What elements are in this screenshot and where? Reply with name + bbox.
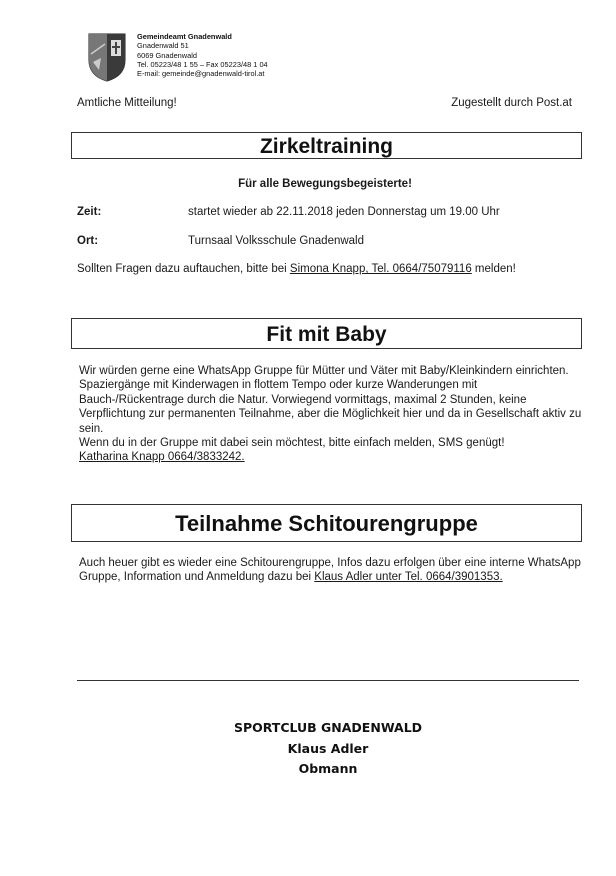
baby-body-2: Wenn du in der Gruppe mit dabei sein möchtest, bitte einfach melden, SMS genügt! (79, 437, 505, 450)
address-phone: Tel. 05223/48 1 55 – Fax 05223/48 1 04 (137, 59, 268, 69)
address-block (137, 32, 268, 78)
contact-line (77, 263, 516, 275)
contact-suffix: melden! (471, 263, 516, 275)
signature-club: SPORTCLUB GNADENWALD (233, 720, 423, 735)
section-title-zirkeltraining: Zirkeltraining (71, 132, 582, 159)
municipal-coat-of-arms-icon (87, 32, 127, 82)
address-street: Gnadenwald 51 (137, 41, 189, 51)
section-subtitle: Für alle Bewegungsbegeisterte! (238, 178, 412, 190)
signature-role: Obmann (298, 761, 358, 776)
contact-prefix: Sollten Fragen dazu auftauchen, bitte bei (77, 263, 290, 275)
baby-paragraph (79, 364, 584, 465)
section-title-schitourengruppe: Teilnahme Schitourengruppe (71, 504, 582, 542)
address-email: E-mail: gemeinde@gnadenwald-tirol.at (137, 69, 265, 79)
org-name: Gemeindeamt Gnadenwald (137, 32, 232, 41)
time-value: startet wieder ab 22.11.2018 jeden Donnerstag um 19.00 Uhr (188, 206, 500, 218)
contact-link-katharina: Katharina Knapp 0664/3833242. (79, 451, 245, 464)
section-title-fit-mit-baby: Fit mit Baby (71, 318, 582, 349)
time-label: Zeit: (77, 206, 102, 218)
schitouren-paragraph (79, 556, 584, 585)
address-city: 6069 Gnadenwald (137, 50, 197, 60)
schitouren-body: Auch heuer gibt es wieder eine Schitourengruppe, Infos dazu erfolgen über eine interne WhatsApp Gruppe, Information und Anmeldung dazu bei (79, 557, 581, 584)
official-notice-label: Amtliche Mitteilung! (77, 97, 177, 109)
location-label: Ort: (77, 235, 99, 247)
contact-link-simona: Simona Knapp, Tel. 0664/75079116 (289, 263, 472, 275)
contact-link-klaus: Klaus Adler unter Tel. 0664/3901353. (314, 571, 503, 584)
delivery-note: Zugestellt durch Post.at (451, 97, 572, 109)
location-value: Turnsaal Volksschule Gnadenwald (188, 235, 365, 247)
signature-name: Klaus Adler (287, 741, 369, 756)
baby-body: Wir würden gerne eine WhatsApp Gruppe für Mütter und Väter mit Baby/Kleinkindern einrichten. Spaziergänge mit Kinderwagen in flottem Tempo oder kurze Wanderungen mit Bauch-/Rückentrage durch die Natur. Vorwiegend vormittags, maximal 2 Stunden, keine Verpflichtung zur permanenten Teilnahme, aber die Möglichkeit hier und da in Gesellschaft aktiv zu sein. (79, 365, 582, 435)
divider (77, 680, 579, 681)
